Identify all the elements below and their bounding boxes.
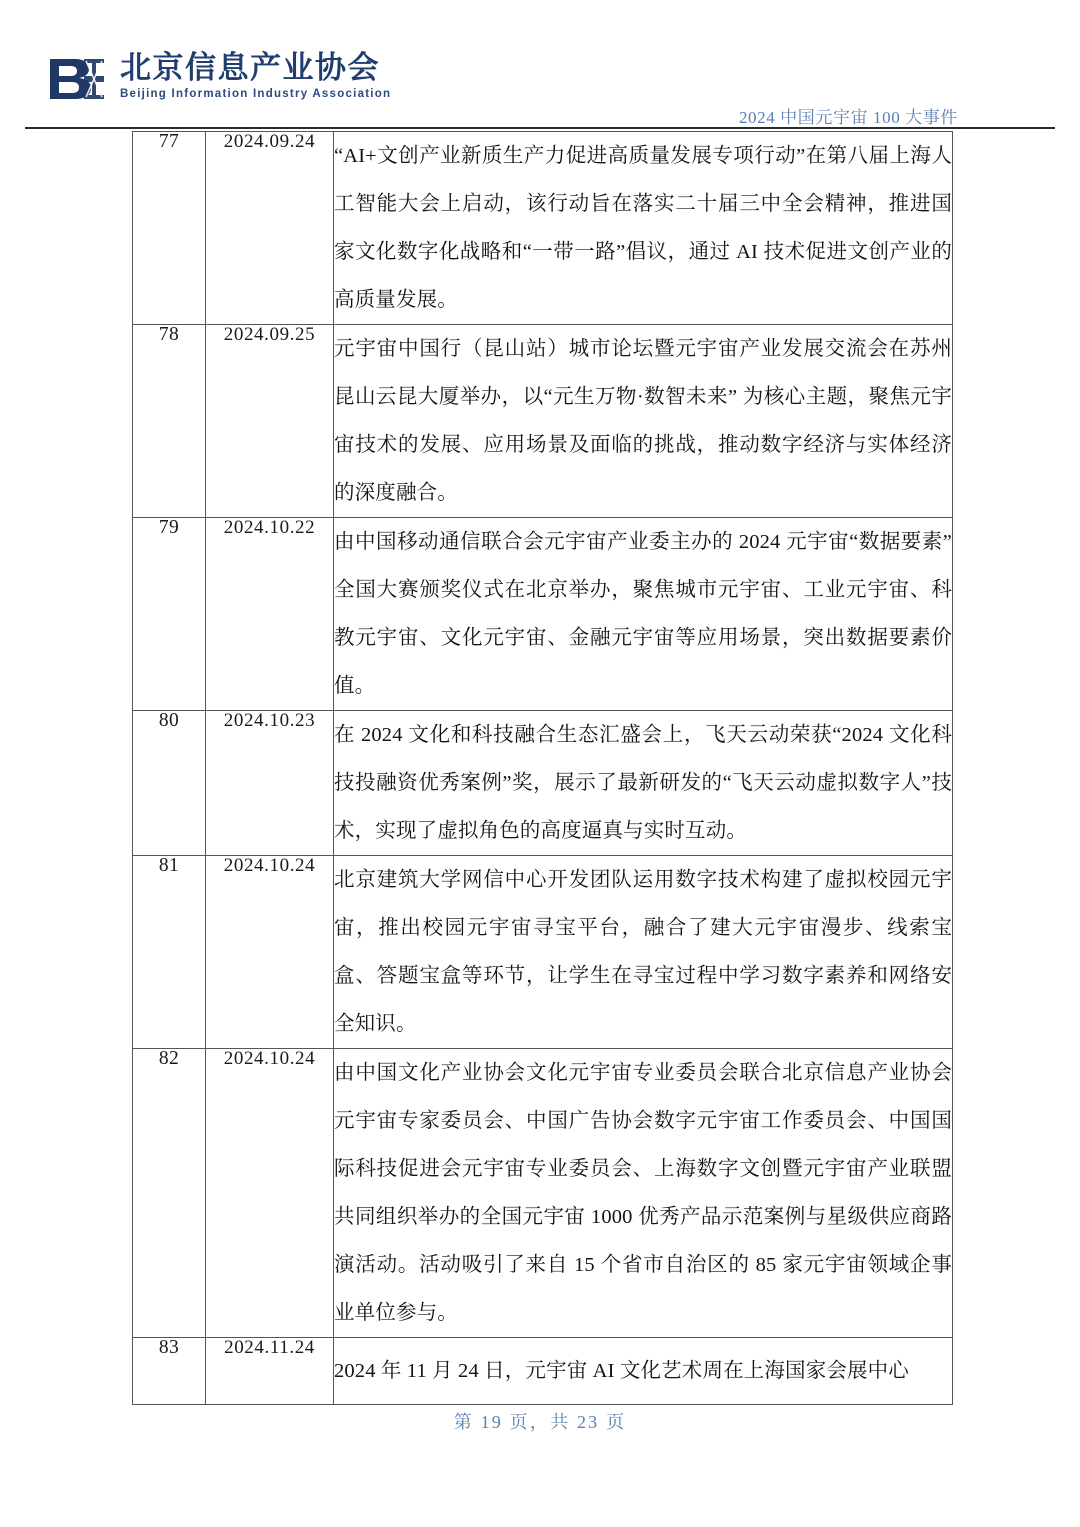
table-row	[133, 1049, 953, 1338]
event-description: 2024 年 11 月 24 日，元宇宙 AI 文化艺术周在上海国家会展中心	[334, 1338, 953, 1405]
organization-name-en: Beijing Information Industry Association	[120, 87, 392, 100]
event-number: 79	[133, 518, 206, 711]
bipa-b-logo-icon	[48, 53, 106, 105]
table-row	[133, 518, 953, 711]
event-date: 2024.10.24	[206, 856, 334, 1049]
event-number: 78	[133, 325, 206, 518]
event-description: 在 2024 文化和科技融合生态汇盛会上，飞天云动荣获“2024 文化科技投融资优秀案例”奖，展示了最新研发的“飞天云动虚拟数字人”技术，实现了虚拟角色的高度逼真与实时互动。	[334, 711, 953, 856]
page-number-label: 第 19 页，共 23 页	[453, 1412, 627, 1432]
running-head-title: 2024 中国元宇宙 100 大事件	[738, 108, 958, 127]
table-row	[133, 132, 953, 325]
event-description: “AI+文创产业新质生产力促进高质量发展专项行动”在第八届上海人工智能大会上启动，该行动旨在落实二十届三中全会精神，推进国家文化数字化战略和“一带一路”倡议，通过 AI 技术促进文创产业的高质量发展。	[334, 132, 953, 325]
header-divider-rule	[25, 127, 1055, 129]
organization-name-cn: 北京信息产业协会	[120, 50, 380, 85]
event-date: 2024.10.24	[206, 1049, 334, 1338]
event-number: 81	[133, 856, 206, 1049]
event-description: 元宇宙中国行（昆山站）城市论坛暨元宇宙产业发展交流会在苏州昆山云昆大厦举办，以“元生万物·数智未来” 为核心主题，聚焦元宇宙技术的发展、应用场景及面临的挑战，推动数字经济与实体经济的深度融合。	[334, 325, 953, 518]
table-row	[133, 856, 953, 1049]
organization-brand	[48, 52, 391, 105]
event-number: 83	[133, 1338, 206, 1405]
event-description: 由中国移动通信联合会元宇宙产业委主办的 2024 元宇宙“数据要素”全国大赛颁奖仪式在北京举办，聚焦城市元宇宙、工业元宇宙、科教元宇宙、文化元宇宙、金融元宇宙等应用场景，突出数据要素价值。	[334, 518, 953, 711]
events-table-body	[133, 132, 953, 1405]
table-row	[133, 1338, 953, 1405]
event-description: 北京建筑大学网信中心开发团队运用数字技术构建了虚拟校园元宇宙，推出校园元宇宙寻宝平台，融合了建大元宇宙漫步、线索宝盒、答题宝盒等环节，让学生在寻宝过程中学习数字素养和网络安全知识。	[334, 856, 953, 1049]
table-row	[133, 711, 953, 856]
page-footer	[0, 1408, 1080, 1434]
events-table	[132, 131, 953, 1405]
event-date: 2024.09.24	[206, 132, 334, 325]
event-number: 82	[133, 1049, 206, 1338]
event-description: 由中国文化产业协会文化元宇宙专业委员会联合北京信息产业协会元宇宙专家委员会、中国广告协会数字元宇宙工作委员会、中国国际科技促进会元宇宙专业委员会、上海数字文创暨元宇宙产业联盟共同组织举办的全国元宇宙 1000 优秀产品示范案例与星级供应商路演活动。活动吸引了来自 15 个省市自治区的 85 家元宇宙领域企事业单位参与。	[334, 1049, 953, 1338]
event-date: 2024.10.22	[206, 518, 334, 711]
event-date: 2024.11.24	[206, 1338, 334, 1405]
brand-text-block	[120, 52, 391, 100]
table-row	[133, 325, 953, 518]
event-number: 80	[133, 711, 206, 856]
page-header	[0, 0, 1080, 128]
event-number: 77	[133, 132, 206, 325]
event-date: 2024.10.23	[206, 711, 334, 856]
event-date: 2024.09.25	[206, 325, 334, 518]
